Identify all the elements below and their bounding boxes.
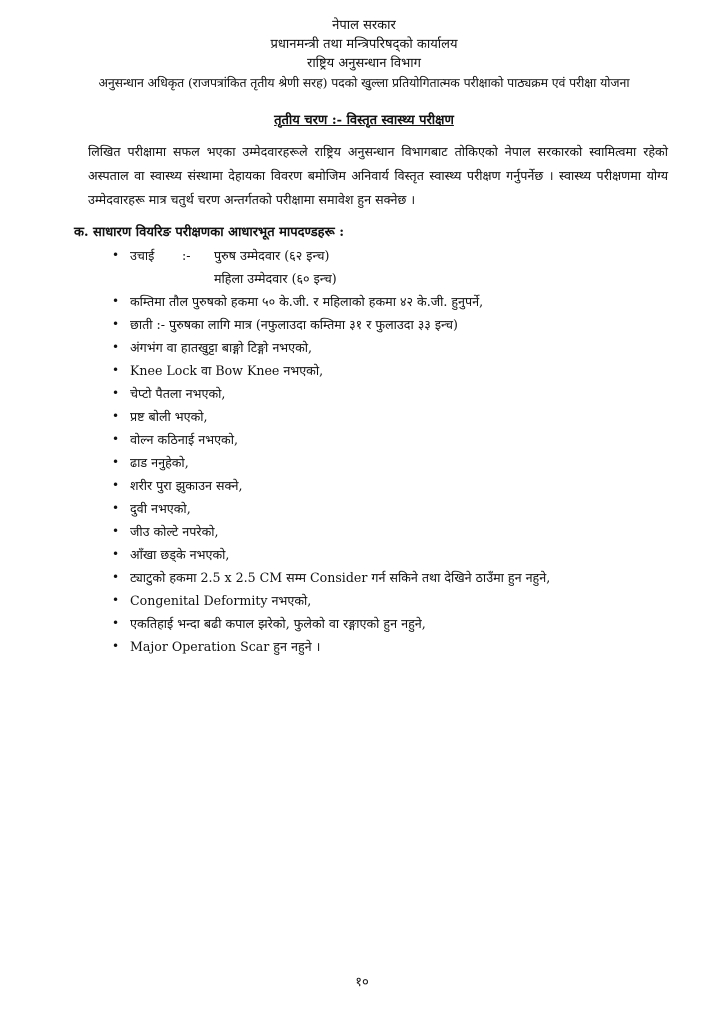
list-item bbox=[112, 405, 668, 428]
list-item-text: चेप्टो पैतला नभएको, bbox=[130, 386, 226, 401]
list-item-text: ट्याटुको हकमा 2.5 x 2.5 CM सम्म Consider गर्न सकिने तथा देखिने ठाउँमा हुन नहुने, bbox=[130, 570, 551, 585]
list-item bbox=[112, 336, 668, 359]
bullet-icon: • bbox=[112, 593, 120, 607]
list-item bbox=[112, 497, 668, 520]
list-item-text: Knee Lock वा Bow Knee नभएको, bbox=[130, 363, 324, 378]
height-row bbox=[130, 244, 668, 290]
list-item-text: वोल्न कठिनाई नभएको, bbox=[130, 432, 238, 447]
list-item-text: कम्तिमा तौल पुरुषको हकमा ५० के.जी. र महिलाको हकमा ४२ के.जी. हुनुपर्ने, bbox=[130, 294, 484, 309]
height-female: महिला उम्मेदवार (६० इन्च) bbox=[214, 271, 337, 286]
list-item-text: शरीर पुरा झुकाउन सक्ने, bbox=[130, 478, 243, 493]
list-item-text: एकतिहाई भन्दा बढी कपाल झरेको, फुलेको वा रङ्गाएको हुन नहुने, bbox=[130, 616, 426, 631]
stage-title: तृतीय चरण :- विस्तृत स्वास्थ्य परीक्षण bbox=[274, 113, 454, 128]
list-item-text: छाती :- पुरुषका लागि मात्र (नफुलाउदा कम्तिमा ३१ र फुलाउदा ३३ इन्च) bbox=[130, 317, 458, 332]
header-syllabus-title: अनुसन्धान अधिकृत (राजपत्रांकित तृतीय श्रेणी सरह) पदको खुल्ला प्रतियोगितात्मक परीक्षाको पाठ्यक्रम एवं परीक्षा योजना bbox=[98, 75, 630, 90]
bullet-icon: • bbox=[112, 455, 120, 469]
list-item bbox=[112, 382, 668, 405]
list-item bbox=[112, 313, 668, 336]
list-item bbox=[112, 474, 668, 497]
header-office: प्रधानमन्त्री तथा मन्त्रिपरिषद्को कार्यालय bbox=[270, 37, 458, 52]
list-item bbox=[112, 635, 668, 658]
intro-paragraph: लिखित परीक्षामा सफल भएका उम्मेदवारहरूले राष्ट्रिय अनुसन्धान विभागबाट तोकिएको नेपाल सरकारको स्वामित्वमा रहेको अस्पताल वा स्वास्थ्य संस्थामा देहायका विवरण बमोजिम अनिवार्य विस्तृत स्वास्थ्य परीक्षण गर्नुपर्नेछ । स्वास्थ्य परीक्षणमा योग्य उम्मेदवारहरू मात्र चतुर्थ चरण अन्तर्गतको परीक्षामा समावेश हुन सक्नेछ । bbox=[88, 144, 668, 207]
bullet-icon: • bbox=[112, 248, 120, 262]
list-item bbox=[112, 290, 668, 313]
list-item bbox=[112, 589, 668, 612]
page-number: १० bbox=[355, 975, 369, 990]
list-item-text: आँखा छड्के नभएको, bbox=[130, 547, 230, 562]
bullet-icon: • bbox=[112, 616, 120, 630]
list-item bbox=[112, 359, 668, 382]
bullet-icon: • bbox=[112, 317, 120, 331]
section-heading: क. साधारण वियरिङ परीक्षणका आधारभूत मापदण्डहरू : bbox=[74, 225, 345, 240]
list-item-text: ढाड ननुहेको, bbox=[130, 455, 189, 470]
bullet-icon: • bbox=[112, 570, 120, 584]
bullet-icon: • bbox=[112, 478, 120, 492]
bullet-icon: • bbox=[112, 501, 120, 515]
list-item bbox=[112, 612, 668, 635]
list-item-text: अंगभंग वा हातखुट्टा बाङ्गो टिङ्गो नभएको, bbox=[130, 340, 313, 355]
bullet-icon: • bbox=[112, 294, 120, 308]
list-item-text: प्रष्ट बोली भएको, bbox=[130, 409, 208, 424]
height-male: पुरुष उम्मेदवार (६२ इन्च) bbox=[214, 248, 330, 263]
bullet-icon: • bbox=[112, 386, 120, 400]
bullet-icon: • bbox=[112, 409, 120, 423]
bullet-icon: • bbox=[112, 432, 120, 446]
list-item bbox=[112, 566, 668, 589]
header-department: राष्ट्रिय अनुसन्धान विभाग bbox=[307, 56, 421, 71]
list-item-text: जीउ कोल्टे नपरेको, bbox=[130, 524, 219, 539]
bullet-icon: • bbox=[112, 363, 120, 377]
height-values bbox=[214, 244, 337, 290]
list-item-text: Major Operation Scar हुन नहुने । bbox=[130, 639, 321, 654]
height-label: उचाई bbox=[130, 248, 155, 263]
bullet-icon: • bbox=[112, 524, 120, 538]
list-item-text: Congenital Deformity नभएको, bbox=[130, 593, 312, 608]
list-item bbox=[112, 520, 668, 543]
list-item bbox=[112, 428, 668, 451]
list-item bbox=[112, 451, 668, 474]
document-header bbox=[60, 16, 668, 92]
header-government: नेपाल सरकार bbox=[332, 18, 396, 33]
bullet-icon: • bbox=[112, 547, 120, 561]
bullet-icon: • bbox=[112, 639, 120, 653]
stage-heading bbox=[60, 110, 668, 128]
criteria-list bbox=[60, 244, 668, 658]
list-item-height bbox=[112, 244, 668, 290]
list-item-text: दुवी नभएको, bbox=[130, 501, 191, 516]
list-item bbox=[112, 543, 668, 566]
height-separator: :- bbox=[182, 248, 191, 263]
bullet-icon: • bbox=[112, 340, 120, 354]
